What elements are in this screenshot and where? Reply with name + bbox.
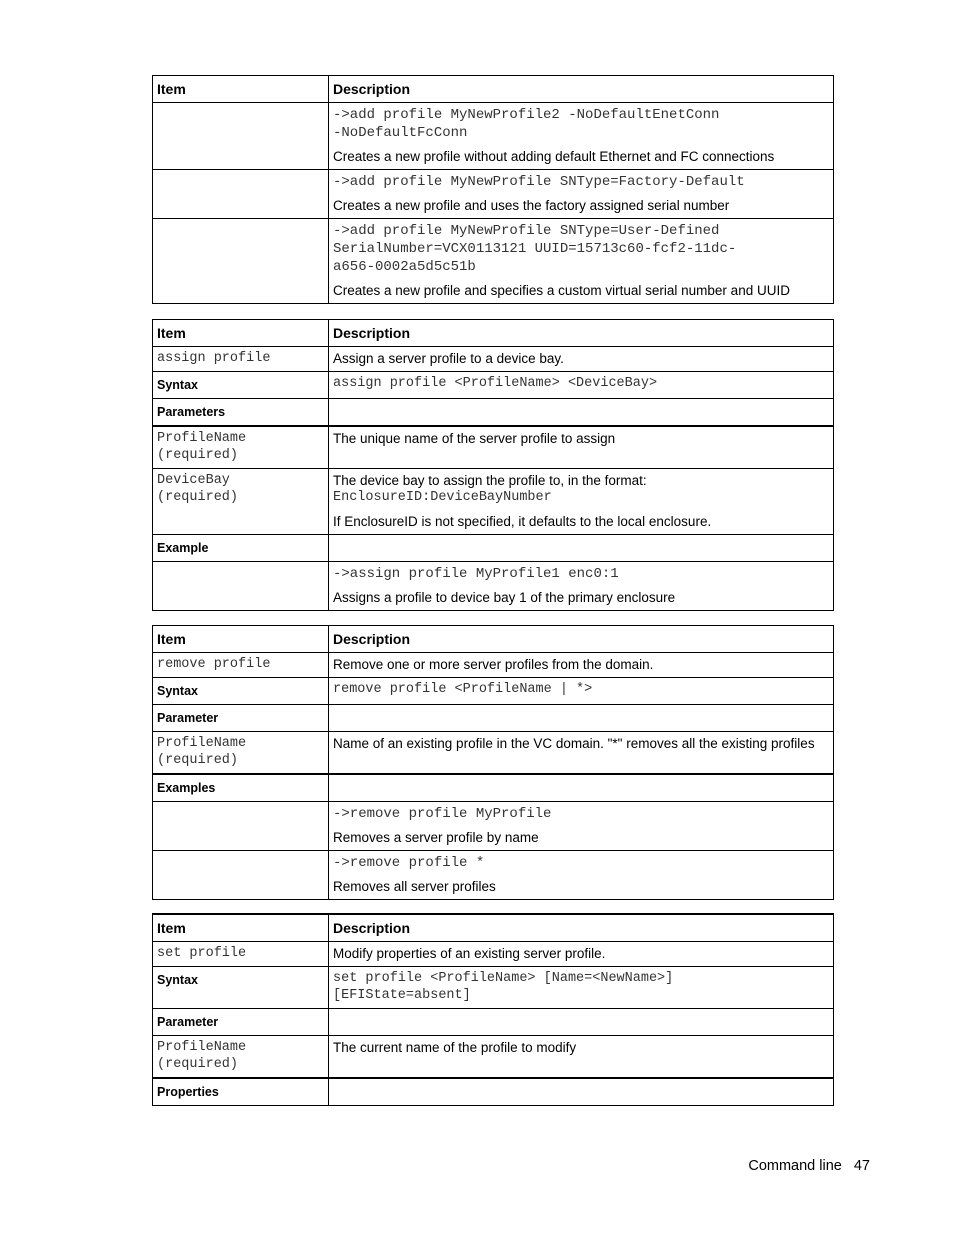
item-cell: [153, 170, 329, 219]
syntax-label: Syntax: [153, 678, 329, 705]
table-row: [153, 942, 834, 967]
command-description: Assign a server profile to a device bay.: [329, 347, 834, 372]
description-cell: [329, 802, 834, 851]
parameter-label: Parameter: [153, 705, 329, 732]
item-header: Item: [153, 76, 329, 103]
example-description: Removes all server profiles: [333, 879, 496, 894]
description-cell: [329, 170, 834, 219]
syntax-value: assign profile <ProfileName> <DeviceBay>: [329, 372, 834, 399]
example-code: ->assign profile MyProfile1 enc0:1: [333, 566, 619, 582]
parameter-name: ProfileName (required): [153, 426, 329, 469]
table-row: [153, 562, 834, 611]
example-code: ->remove profile MyProfile: [333, 806, 552, 822]
description-cell: [329, 562, 834, 611]
table-row: [153, 399, 834, 427]
syntax-label: Syntax: [153, 967, 329, 1009]
table-row: [153, 535, 834, 562]
item-cell: [153, 562, 329, 611]
remove-profile-table: [152, 625, 834, 900]
section-name: Command line: [748, 1158, 842, 1174]
parameter-description: The current name of the profile to modify: [329, 1036, 834, 1079]
table-row: [153, 802, 834, 851]
page-footer: [748, 1158, 870, 1174]
table-row: [153, 1009, 834, 1036]
example-code: ->add profile MyNewProfile2 -NoDefaultEnetConn -NoDefaultFcConn: [333, 107, 720, 141]
table-header-row: [153, 320, 834, 347]
syntax-value: remove profile <ProfileName | *>: [329, 678, 834, 705]
item-cell: [153, 851, 329, 900]
item-header: Item: [153, 626, 329, 653]
example-description: Removes a server profile by name: [333, 830, 539, 845]
table-row: [153, 967, 834, 1009]
table-row: [153, 347, 834, 372]
item-header: Item: [153, 320, 329, 347]
table-row: [153, 653, 834, 678]
item-cell: [153, 103, 329, 170]
table-row: [153, 219, 834, 304]
description-header: Description: [329, 76, 834, 103]
parameter-name: ProfileName (required): [153, 732, 329, 775]
table-row: [153, 1078, 834, 1106]
empty-cell: [329, 774, 834, 802]
empty-cell: [329, 1009, 834, 1036]
item-header: Item: [153, 914, 329, 942]
example-description: Creates a new profile and specifies a custom virtual serial number and UUID: [333, 283, 790, 298]
table-row: [153, 469, 834, 535]
empty-cell: [329, 535, 834, 562]
page-number: 47: [853, 1158, 870, 1174]
description-cell: [329, 103, 834, 170]
parameter-name: ProfileName (required): [153, 1036, 329, 1079]
parameters-label: Parameters: [153, 399, 329, 427]
syntax-value: set profile <ProfileName> [Name=<NewName>] [EFIState=absent]: [329, 967, 834, 1009]
description-header: Description: [329, 914, 834, 942]
table-row: [153, 372, 834, 399]
example-code: ->add profile MyNewProfile SNType=Factory-Default: [333, 174, 745, 190]
description-cell: [329, 851, 834, 900]
command-description: Modify properties of an existing server profile.: [329, 942, 834, 967]
add-profile-examples-table: [152, 75, 834, 304]
example-description: Assigns a profile to device bay 1 of the primary enclosure: [333, 590, 676, 605]
description-header: Description: [329, 626, 834, 653]
table-row: [153, 678, 834, 705]
table-header-row: [153, 626, 834, 653]
example-description: Creates a new profile and uses the factory assigned serial number: [333, 198, 730, 213]
table-row: [153, 103, 834, 170]
examples-label: Examples: [153, 774, 329, 802]
parameter-note: If EnclosureID is not specified, it defaults to the local enclosure.: [333, 514, 712, 529]
item-cell: [153, 219, 329, 304]
command-name: set profile: [153, 942, 329, 967]
parameter-description-cell: [329, 469, 834, 535]
empty-cell: [329, 399, 834, 427]
empty-cell: [329, 1078, 834, 1106]
syntax-label: Syntax: [153, 372, 329, 399]
table-row: [153, 170, 834, 219]
table-row: [153, 1036, 834, 1079]
example-label: Example: [153, 535, 329, 562]
command-name: assign profile: [153, 347, 329, 372]
parameter-format: EnclosureID:DeviceBayNumber: [333, 490, 552, 505]
table-row: [153, 732, 834, 775]
description-header: Description: [329, 320, 834, 347]
table-row: [153, 426, 834, 469]
empty-cell: [329, 705, 834, 732]
example-code: ->add profile MyNewProfile SNType=User-Defined SerialNumber=VCX0113121 UUID=15713c60-fcf2-11dc- a656-0002a5d5c51b: [333, 223, 737, 275]
assign-profile-table: [152, 319, 834, 611]
command-name: remove profile: [153, 653, 329, 678]
parameter-label: Parameter: [153, 1009, 329, 1036]
parameter-name: DeviceBay (required): [153, 469, 329, 535]
item-cell: [153, 802, 329, 851]
properties-label: Properties: [153, 1078, 329, 1106]
parameter-description: Name of an existing profile in the VC domain. "*" removes all the existing profiles: [329, 732, 834, 775]
table-row: [153, 705, 834, 732]
example-description: Creates a new profile without adding default Ethernet and FC connections: [333, 149, 775, 164]
command-description: Remove one or more server profiles from the domain.: [329, 653, 834, 678]
table-row: [153, 774, 834, 802]
table-header-row: [153, 76, 834, 103]
description-cell: [329, 219, 834, 304]
set-profile-table: [152, 913, 834, 1106]
table-header-row: [153, 914, 834, 942]
table-row: [153, 851, 834, 900]
parameter-description: The unique name of the server profile to assign: [329, 426, 834, 469]
parameter-description: The device bay to assign the profile to, in the format:: [333, 473, 647, 488]
example-code: ->remove profile *: [333, 855, 485, 871]
